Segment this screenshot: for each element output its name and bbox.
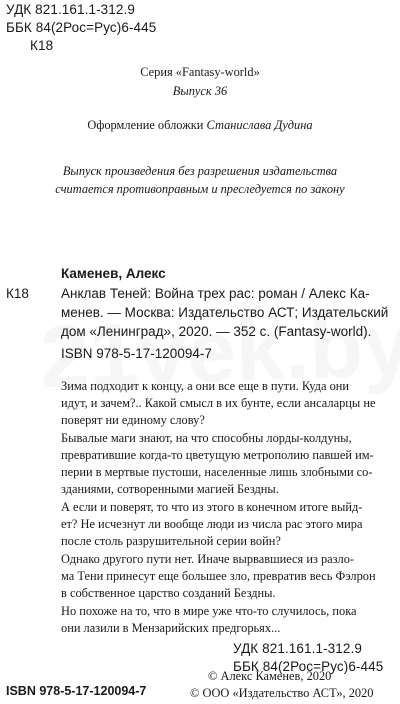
series-issue: Выпуск 36 [172, 84, 228, 98]
annotation-line: идут, и зачем?.. Какой смысл в их бунте, если ансаларцы не [61, 396, 376, 410]
cover-credit [0, 118, 400, 133]
annotation-line: Однако другого пути нет. Иначе вырвавшиеся из разло- [61, 552, 355, 566]
catalog-isbn: ISBN 978-5-17-120094-7 [61, 346, 212, 361]
annotation-line: ма Тени принесут еще большее зло, превратив весь Фэлрон [61, 569, 376, 583]
series-suffix: » [253, 65, 260, 79]
bbk-code: ББК 84(2Рос=Рус)6-445 [6, 20, 157, 35]
annotation-line: после столь разрушительной серии войн? [61, 534, 281, 548]
catalog-author: Каменев, Алекс [61, 266, 166, 281]
annotation-line: в собственное царство созданий Бездны. [61, 586, 276, 600]
footer-isbn: ISBN 978-5-17-120094-7 [6, 684, 147, 698]
notice-line-2: считается противоправным и преследуется по закону [55, 182, 345, 196]
annotation-line: поверят ни единому слову? [61, 413, 205, 427]
annotation-line: Зима подходит к концу, а они все еще в пути. Куда они [61, 379, 350, 393]
notice-line-1: Выпуск произведения без разрешения издательства [62, 164, 338, 178]
series-prefix: Серия « [140, 65, 182, 79]
copyright-publisher: © ООО «Издательство АСТ», 2020 [190, 686, 374, 700]
annotation-line: они лазили в Мензарийских предгорьях... [61, 621, 281, 635]
catalog-line-2: менев. — Москва: Издательство АСТ; Издательский [61, 305, 389, 320]
annotation-line: Бывалые маги знают, на что способны лорды-колдуны, [61, 431, 352, 445]
series-name: Fantasy-world [181, 65, 254, 79]
cover-designer: Станислава Дудина [206, 118, 313, 132]
footer-udk: УДК 821.161.1-312.9 [233, 641, 362, 656]
annotation-line: превратившие когда-то цветущую метрополию павшей им- [61, 448, 374, 462]
cover-label: Оформление обложки [87, 118, 204, 132]
annotation-line: А если и поверят, то что из этого в конечном итоге выйд- [61, 500, 363, 514]
udk-code: УДК 821.161.1-312.9 [6, 2, 135, 17]
annotation-line: зданиями, сотворенными магией Бездны. [61, 482, 279, 496]
footer-bbk: ББК 84(2Рос=Рус)6-445 [233, 659, 384, 674]
catalog-code: К18 [6, 286, 29, 301]
author-mark: К18 [30, 38, 54, 53]
catalog-line-3: дом «Ленинград», 2020. — 352 с. (Fantasy-world). [61, 324, 372, 339]
annotation-line: ет? Не исчезнут ли вообще люди из числа рас этого мира [61, 517, 363, 531]
annotation-line: перии в мертвые пустоши, населенные лишь злобными со- [61, 465, 373, 479]
copyright-author: © Алекс Каменев, 2020 [208, 669, 332, 683]
annotation-line: Но похоже на то, что в мире уже что-то случилось, пока [61, 604, 357, 618]
series-line [0, 65, 400, 80]
catalog-line-1: Анклав Теней: Война трех рас: роман / Алекс Ка- [61, 286, 370, 301]
